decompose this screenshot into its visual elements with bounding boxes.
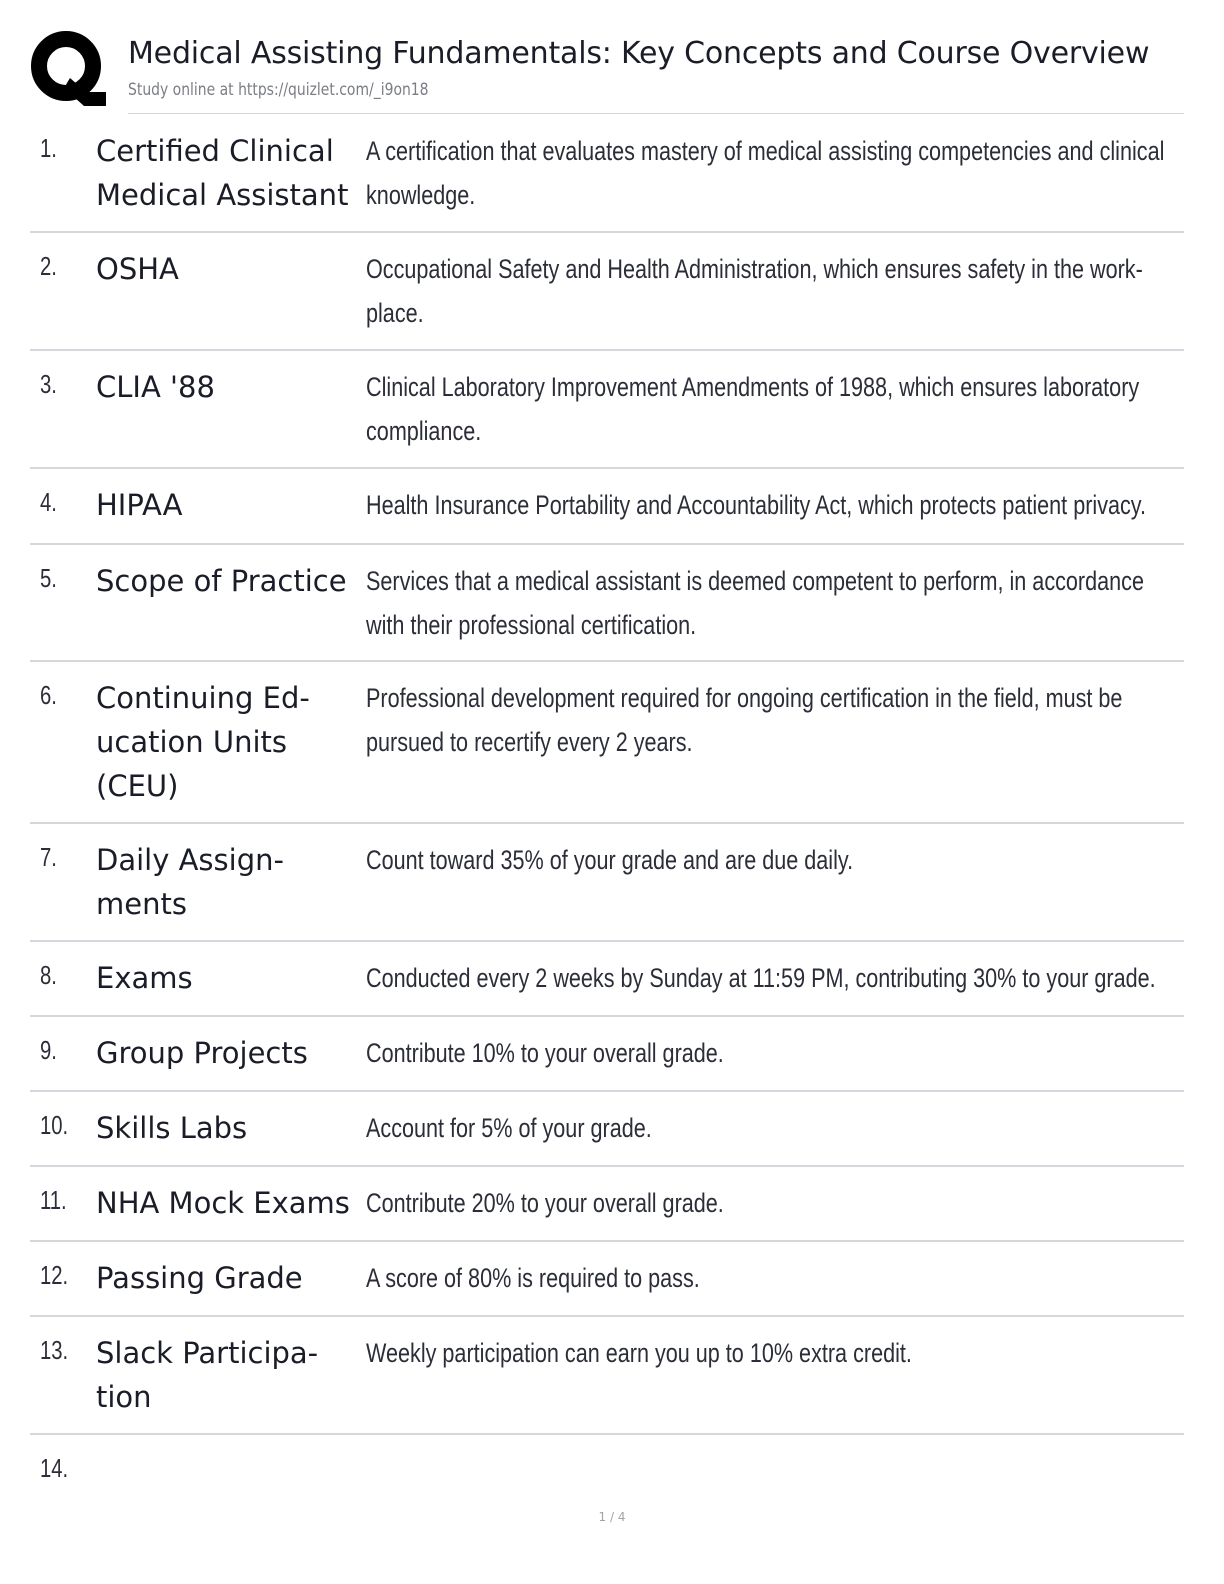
item-definition: Health Insurance Portability and Accountability Act, which protects patient privacy.	[366, 490, 1147, 520]
item-term: Certified Clinical Medical Assistant	[96, 134, 349, 212]
page-number: 1 / 4	[598, 1510, 626, 1524]
item-number: 11.	[40, 1185, 67, 1215]
item-number: 13.	[40, 1335, 69, 1365]
item-term: Exams	[96, 961, 193, 995]
list-item	[30, 824, 1184, 942]
header-divider	[128, 113, 1184, 114]
list-item	[30, 545, 1184, 662]
list-item	[30, 1317, 1184, 1435]
flashcard-list	[30, 115, 1184, 1505]
item-definition: A score of 80% is required to pass.	[366, 1263, 700, 1293]
list-item	[30, 1092, 1184, 1167]
item-number: 5.	[40, 563, 57, 593]
item-definition: A certification that evaluates mastery of medical assisting competencies and clinical knowledge.	[366, 136, 1165, 210]
list-item	[30, 1435, 1184, 1505]
list-item	[30, 469, 1184, 545]
item-term: Skills Labs	[96, 1111, 248, 1145]
study-online-link-text: Study online at https://quizlet.com/_i9on18	[128, 80, 429, 100]
item-number: 4.	[40, 487, 57, 517]
item-term: HIPAA	[96, 488, 183, 522]
list-item	[30, 1167, 1184, 1242]
item-number: 8.	[40, 960, 57, 990]
item-number: 12.	[40, 1260, 69, 1290]
list-item	[30, 1242, 1184, 1317]
item-number: 10.	[40, 1110, 69, 1140]
item-term: Slack Participa-tion	[96, 1336, 319, 1414]
quizlet-q-logo-icon	[30, 30, 106, 106]
item-number: 9.	[40, 1035, 57, 1065]
item-definition: Contribute 20% to your overall grade.	[366, 1188, 724, 1218]
item-definition: Services that a medical assistant is deemed competent to perform, in accordance with their professional certification.	[366, 566, 1144, 640]
item-number: 3.	[40, 369, 57, 399]
item-term: Continuing Ed-ucation Units (CEU)	[96, 681, 310, 803]
item-definition: Contribute 10% to your overall grade.	[366, 1038, 724, 1068]
page-title: Medical Assisting Fundamentals: Key Concepts and Course Overview	[128, 36, 1150, 71]
item-term: OSHA	[96, 252, 179, 286]
item-definition: Account for 5% of your grade.	[366, 1113, 652, 1143]
item-definition: Professional development required for ongoing certification in the field, must be pursued to recertify every 2 years.	[366, 683, 1123, 757]
list-item	[30, 351, 1184, 469]
item-definition: Count toward 35% of your grade and are due daily.	[366, 845, 854, 875]
item-definition: Conducted every 2 weeks by Sunday at 11:59 PM, contributing 30% to your grade.	[366, 963, 1156, 993]
item-term: Passing Grade	[96, 1261, 303, 1295]
item-definition: Weekly participation can earn you up to 10% extra credit.	[366, 1338, 912, 1368]
list-item	[30, 233, 1184, 351]
item-number: 6.	[40, 680, 57, 710]
list-item	[30, 115, 1184, 233]
item-number: 1.	[40, 133, 57, 163]
item-term: Group Projects	[96, 1036, 308, 1070]
page-header	[30, 28, 1184, 114]
item-number: 14.	[40, 1453, 69, 1483]
list-item	[30, 662, 1184, 824]
item-number: 7.	[40, 842, 57, 872]
list-item	[30, 1017, 1184, 1092]
item-number: 2.	[40, 251, 57, 281]
item-term: Scope of Practice	[96, 564, 347, 598]
list-item	[30, 942, 1184, 1017]
item-definition: Occupational Safety and Health Administration, which ensures safety in the work-place.	[366, 254, 1143, 328]
item-term: CLIA '88	[96, 370, 215, 404]
item-definition: Clinical Laboratory Improvement Amendments of 1988, which ensures laboratory compliance.	[366, 372, 1140, 446]
item-term: NHA Mock Exams	[96, 1186, 350, 1220]
item-term: Daily Assign-ments	[96, 843, 284, 921]
